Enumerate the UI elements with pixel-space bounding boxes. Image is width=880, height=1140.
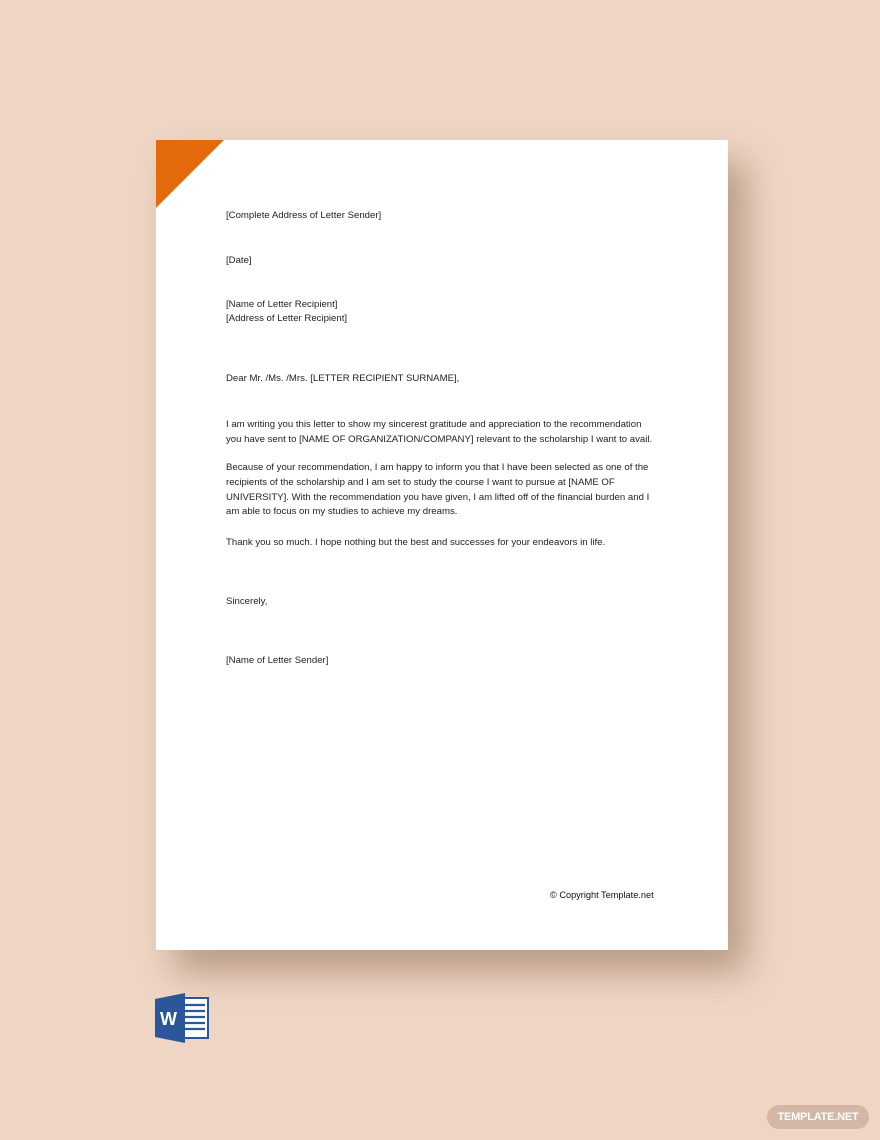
line: I am writing you this letter to show my sincerest gratitude and appreciation to the recommendation xyxy=(226,419,642,430)
line: you have sent to [NAME OF ORGANIZATION/COMPANY] relevant to the scholarship I want to avail. xyxy=(226,433,653,445)
paragraph-3: Thank you so much. I hope nothing but the best and successes for your endeavors in life. xyxy=(226,537,606,548)
line: am able to focus on my studies to achieve my dreams. xyxy=(226,506,458,518)
line: Because of your recommendation, I am happy to inform you that I have been selected as one of the xyxy=(226,462,649,473)
line: UNIVERSITY]. With the recommendation you have given, I am lifted off of the financial burden and I xyxy=(226,491,650,503)
salutation: Dear Mr. /Ms. /Mrs. [LETTER RECIPIENT SURNAME], xyxy=(226,373,460,384)
paragraph-1 xyxy=(226,418,652,448)
signature: [Name of Letter Sender] xyxy=(226,655,329,666)
recipient-address: [Address of Letter Recipient] xyxy=(226,313,348,324)
closing: Sincerely, xyxy=(226,596,268,607)
copyright: © Copyright Template.net xyxy=(550,890,654,900)
orange-corner-decoration xyxy=(156,140,224,208)
sender-address: [Complete Address of Letter Sender] xyxy=(226,210,382,221)
microsoft-word-icon[interactable] xyxy=(155,993,209,1043)
template-net-badge[interactable]: TEMPLATE.NET xyxy=(767,1105,869,1129)
paragraph-2 xyxy=(226,461,649,520)
date: [Date] xyxy=(226,255,252,266)
word-letter: W xyxy=(160,1009,177,1029)
letter-page xyxy=(156,140,728,950)
line: recipients of the scholarship and I am set to study the course I want to pursue at [NAME OF xyxy=(226,476,615,488)
recipient-name: [Name of Letter Recipient] xyxy=(226,299,338,310)
